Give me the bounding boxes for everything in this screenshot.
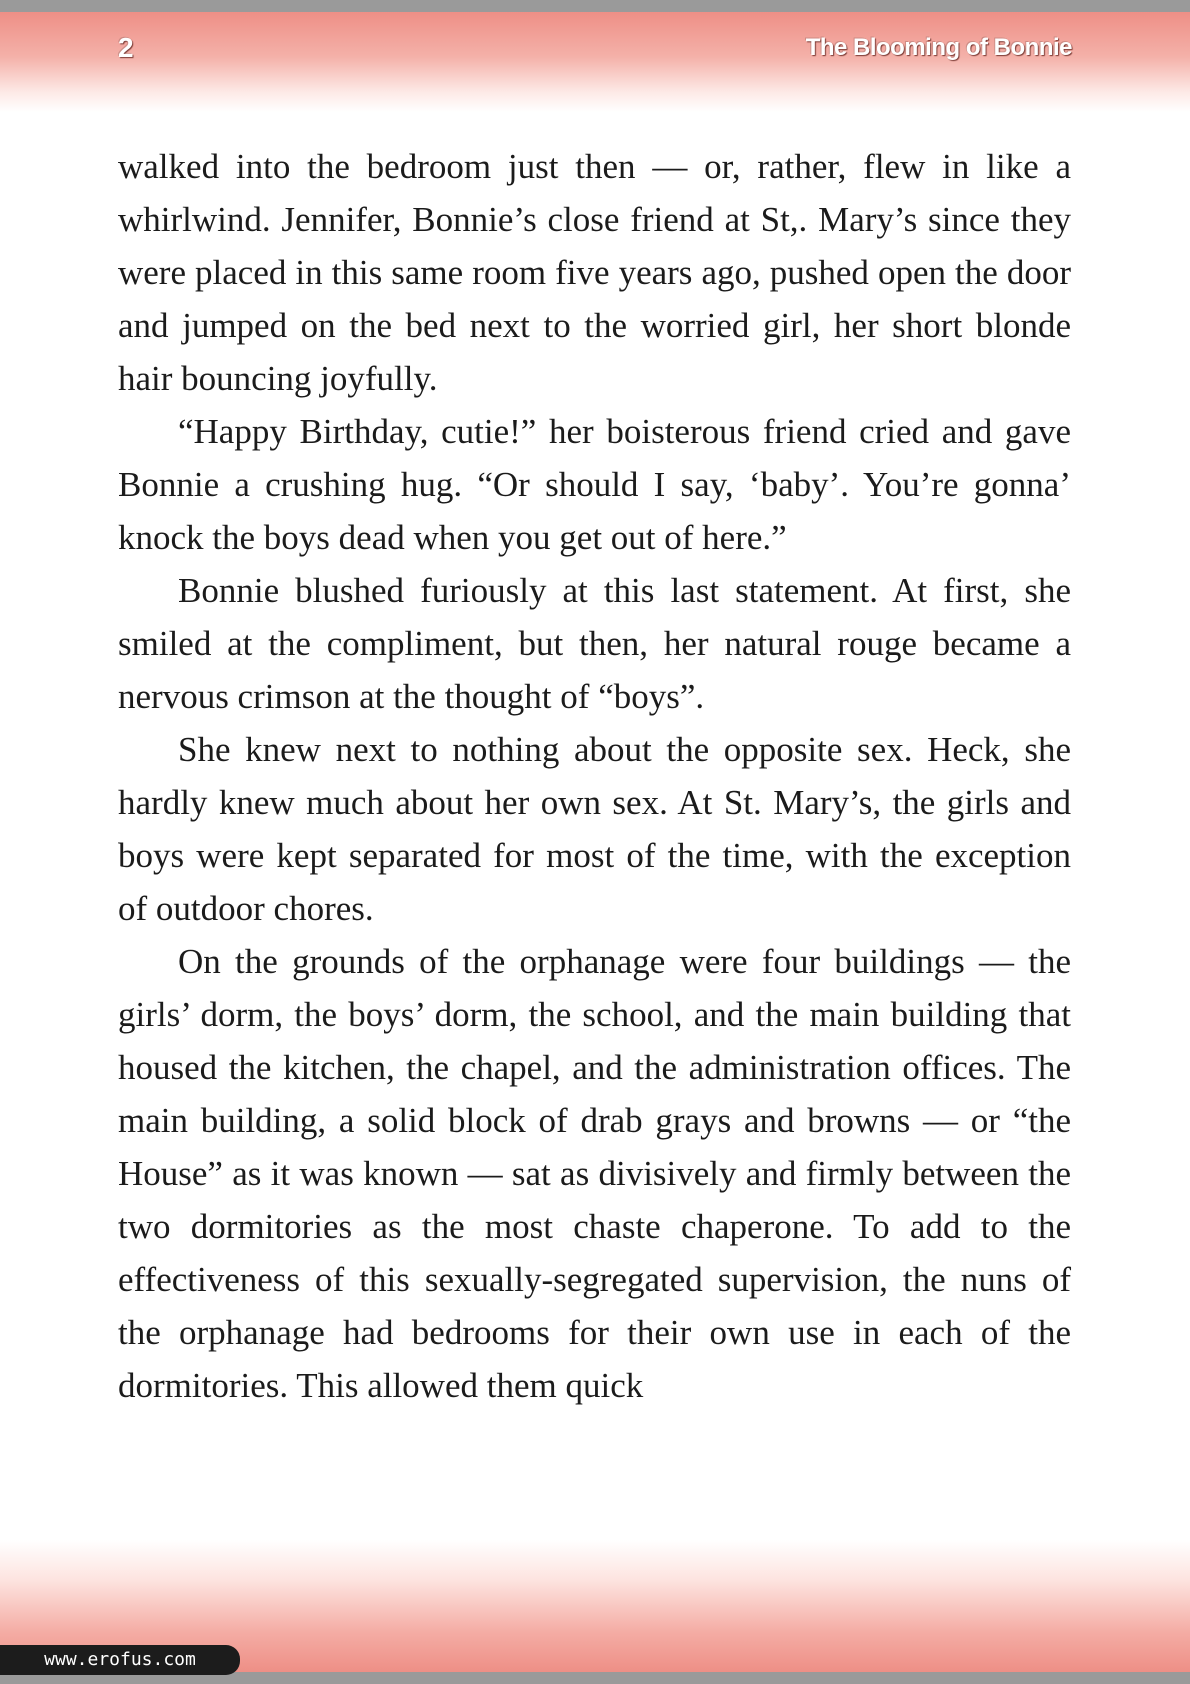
running-title: The Blooming of Bonnie [805,34,1072,61]
watermark-badge: www.erofus.com [0,1645,240,1675]
paragraph-1: walked into the bedroom just then — or, rather, flew in like a whirlwind. Jennifer, Bonnie’s close friend at St,. Mary’s since they were placed in this same room five years ago, pushed open the door and jumped on the bed next to the worried girl, her short blonde hair bouncing joyfully. [118,147,1071,398]
paragraph-5: On the grounds of the orphanage were four buildings — the girls’ dorm, the boys’ dorm, the school, and the main building that housed the kitchen, the chapel, and the administration offices. The main building, a solid block of drab grays and browns — or “the House” as it was known — sat as divisively and firmly between the two dormitories as the most chaste chaperone. To add to the effectiveness of this sexually-segregated supervision, the nuns of the orphanage had bedrooms for their own use in each of the dormitories. This allowed them quick [118,942,1071,1405]
body-text [118,140,1071,1412]
top-rule [0,0,1190,12]
paragraph-2: “Happy Birthday, cutie!” her boisterous friend cried and gave Bonnie a crushing hug. “Or should I say, ‘baby’. You’re gonna’ knock the boys dead when you get out of here.” [118,412,1071,557]
paragraph-3: Bonnie blushed furiously at this last statement. At first, she smiled at the compliment, but then, her natural rouge became a nervous crimson at the thought of “boys”. [118,571,1071,716]
page-number: 2 [118,32,134,63]
page-header [0,12,1190,112]
paragraph-4: She knew next to nothing about the opposite sex. Heck, she hardly knew much about her own sex. At St. Mary’s, the girls and boys were kept separated for most of the time, with the exception of outdoor chores. [118,730,1071,928]
